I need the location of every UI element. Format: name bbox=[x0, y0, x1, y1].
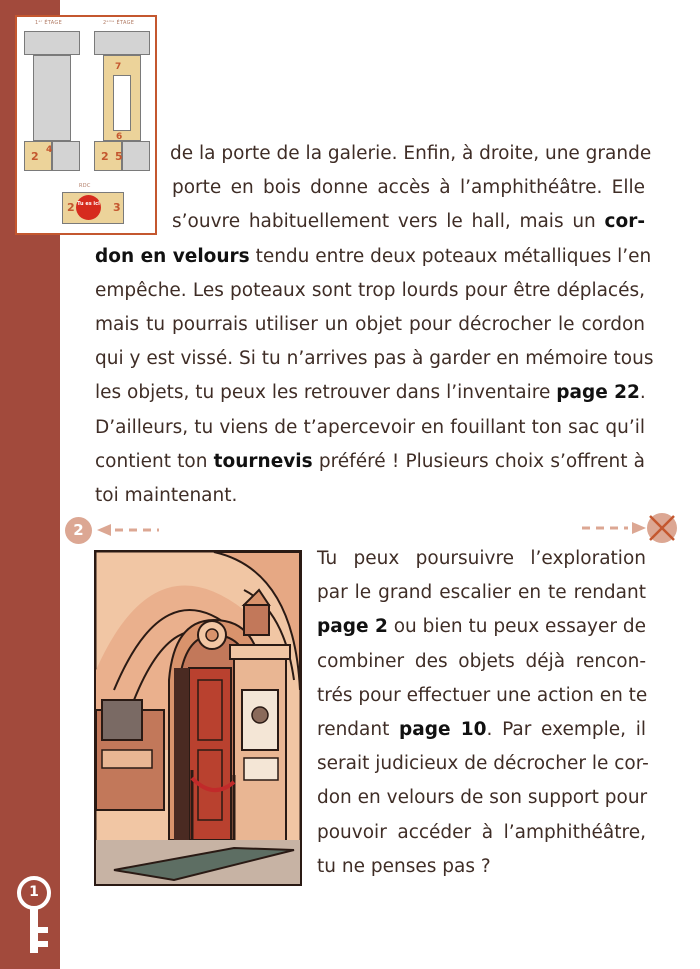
text-fragment: tendu entre deux poteaux métalliques l’en bbox=[249, 245, 652, 267]
text-line bbox=[317, 856, 491, 877]
text-line bbox=[95, 451, 645, 472]
cross-icon bbox=[645, 511, 679, 545]
left-arrow-icon bbox=[95, 522, 165, 538]
link-reference[interactable]: page 2 bbox=[317, 616, 388, 638]
text-fragment: porte en bois donne accès à l’amphithéâtre. Elle bbox=[172, 177, 645, 199]
room-number: 5 bbox=[115, 150, 123, 163]
text-fragment: rendant bbox=[317, 719, 400, 740]
text-fragment: qui y est vissé. Si tu n’arrives pas à garder en mémoire tous bbox=[95, 348, 654, 370]
floor2-void bbox=[113, 75, 131, 131]
text-fragment: de la porte de la galerie. Enfin, à droite, une grande bbox=[170, 143, 652, 164]
text-line bbox=[95, 382, 646, 403]
text-fragment: toi maintenant. bbox=[95, 485, 238, 506]
text-line bbox=[317, 719, 646, 740]
text-fragment: don en velours de son support pour bbox=[317, 787, 648, 809]
room-number: 2 bbox=[31, 150, 39, 163]
you-are-here-marker: Tu es ici bbox=[76, 195, 101, 220]
floor2-top-wing bbox=[94, 31, 150, 55]
room-number: 2 bbox=[67, 201, 75, 214]
room-number: 7 bbox=[115, 62, 122, 72]
link-reference[interactable]: don en velours bbox=[95, 245, 250, 267]
text-fragment: Tu peux poursuivre l’exploration bbox=[317, 548, 646, 569]
text-line bbox=[317, 753, 649, 774]
link-reference[interactable]: tournevis bbox=[213, 450, 313, 472]
link-reference[interactable]: cor- bbox=[604, 211, 645, 233]
text-fragment: serait judicieux de décrocher le cor- bbox=[317, 753, 649, 775]
floor1-room-right bbox=[52, 141, 80, 171]
text-line bbox=[317, 822, 646, 843]
text-fragment: contient ton bbox=[95, 450, 214, 472]
text-fragment: D’ailleurs, tu viens de t’apercevoir en fouillant ton sac qu’il bbox=[95, 416, 645, 438]
room-number: 3 bbox=[113, 201, 121, 214]
text-line bbox=[317, 651, 646, 672]
text-line bbox=[317, 582, 646, 603]
text-line bbox=[95, 246, 651, 267]
text-fragment: préféré ! Plusieurs choix s’offrent à bbox=[312, 450, 646, 472]
text-line bbox=[95, 485, 237, 506]
text-line bbox=[95, 314, 645, 335]
floor2-room-right bbox=[122, 141, 150, 171]
text-line bbox=[317, 787, 647, 808]
room-number: 4 bbox=[46, 145, 53, 155]
back-page-link[interactable] bbox=[65, 517, 92, 544]
link-reference[interactable]: page 22 bbox=[556, 382, 640, 404]
link-reference[interactable]: page 10 bbox=[399, 719, 487, 740]
text-line bbox=[172, 177, 645, 198]
text-fragment: ou bien tu peux essayer de bbox=[387, 616, 646, 638]
amphitheatre-door-illustration bbox=[94, 550, 302, 886]
text-line bbox=[172, 211, 645, 232]
text-fragment: combiner des objets déjà rencon- bbox=[317, 650, 646, 672]
floor1-top-wing bbox=[24, 31, 80, 55]
text-fragment: . bbox=[639, 382, 646, 404]
text-fragment: par le grand escalier en te rendant bbox=[317, 582, 646, 604]
text-fragment: les objets, tu peux les retrouver dans l’inventaire bbox=[95, 382, 557, 404]
text-line bbox=[317, 685, 647, 706]
text-fragment: mais tu pourrais utiliser un objet pour décrocher le cordon bbox=[95, 314, 645, 335]
floor-plan-map bbox=[15, 15, 157, 235]
room-number: 2 bbox=[101, 150, 109, 163]
right-arrow-icon bbox=[580, 520, 648, 536]
text-line bbox=[317, 616, 646, 637]
chapter-number: 1 bbox=[29, 884, 39, 900]
text-fragment: tu ne penses pas ? bbox=[317, 855, 491, 877]
text-fragment: . Par exemple, il bbox=[486, 719, 646, 740]
back-page-number: 2 bbox=[73, 521, 84, 539]
text-fragment: empêche. Les poteaux sont trop lourds pour être déplacés, bbox=[95, 279, 645, 301]
text-line bbox=[95, 280, 645, 301]
floor2-label: 2ᵉᵐᵉ ÉTAGE bbox=[103, 20, 135, 26]
text-fragment: pouvoir accéder à l’amphithéâtre, bbox=[317, 821, 646, 843]
text-line bbox=[317, 548, 646, 569]
floor1-label: 1ᵉʳ ÉTAGE bbox=[35, 20, 63, 26]
room-number: 6 bbox=[116, 132, 123, 142]
text-fragment: trés pour effectuer une action en te bbox=[317, 684, 648, 706]
text-fragment: s’ouvre habituellement vers le hall, mais un bbox=[172, 211, 605, 233]
floor1-gallery bbox=[33, 55, 71, 141]
text-line bbox=[170, 143, 651, 164]
text-line bbox=[95, 417, 645, 438]
text-line bbox=[95, 348, 653, 369]
ground-floor-label: RDC bbox=[79, 183, 91, 189]
